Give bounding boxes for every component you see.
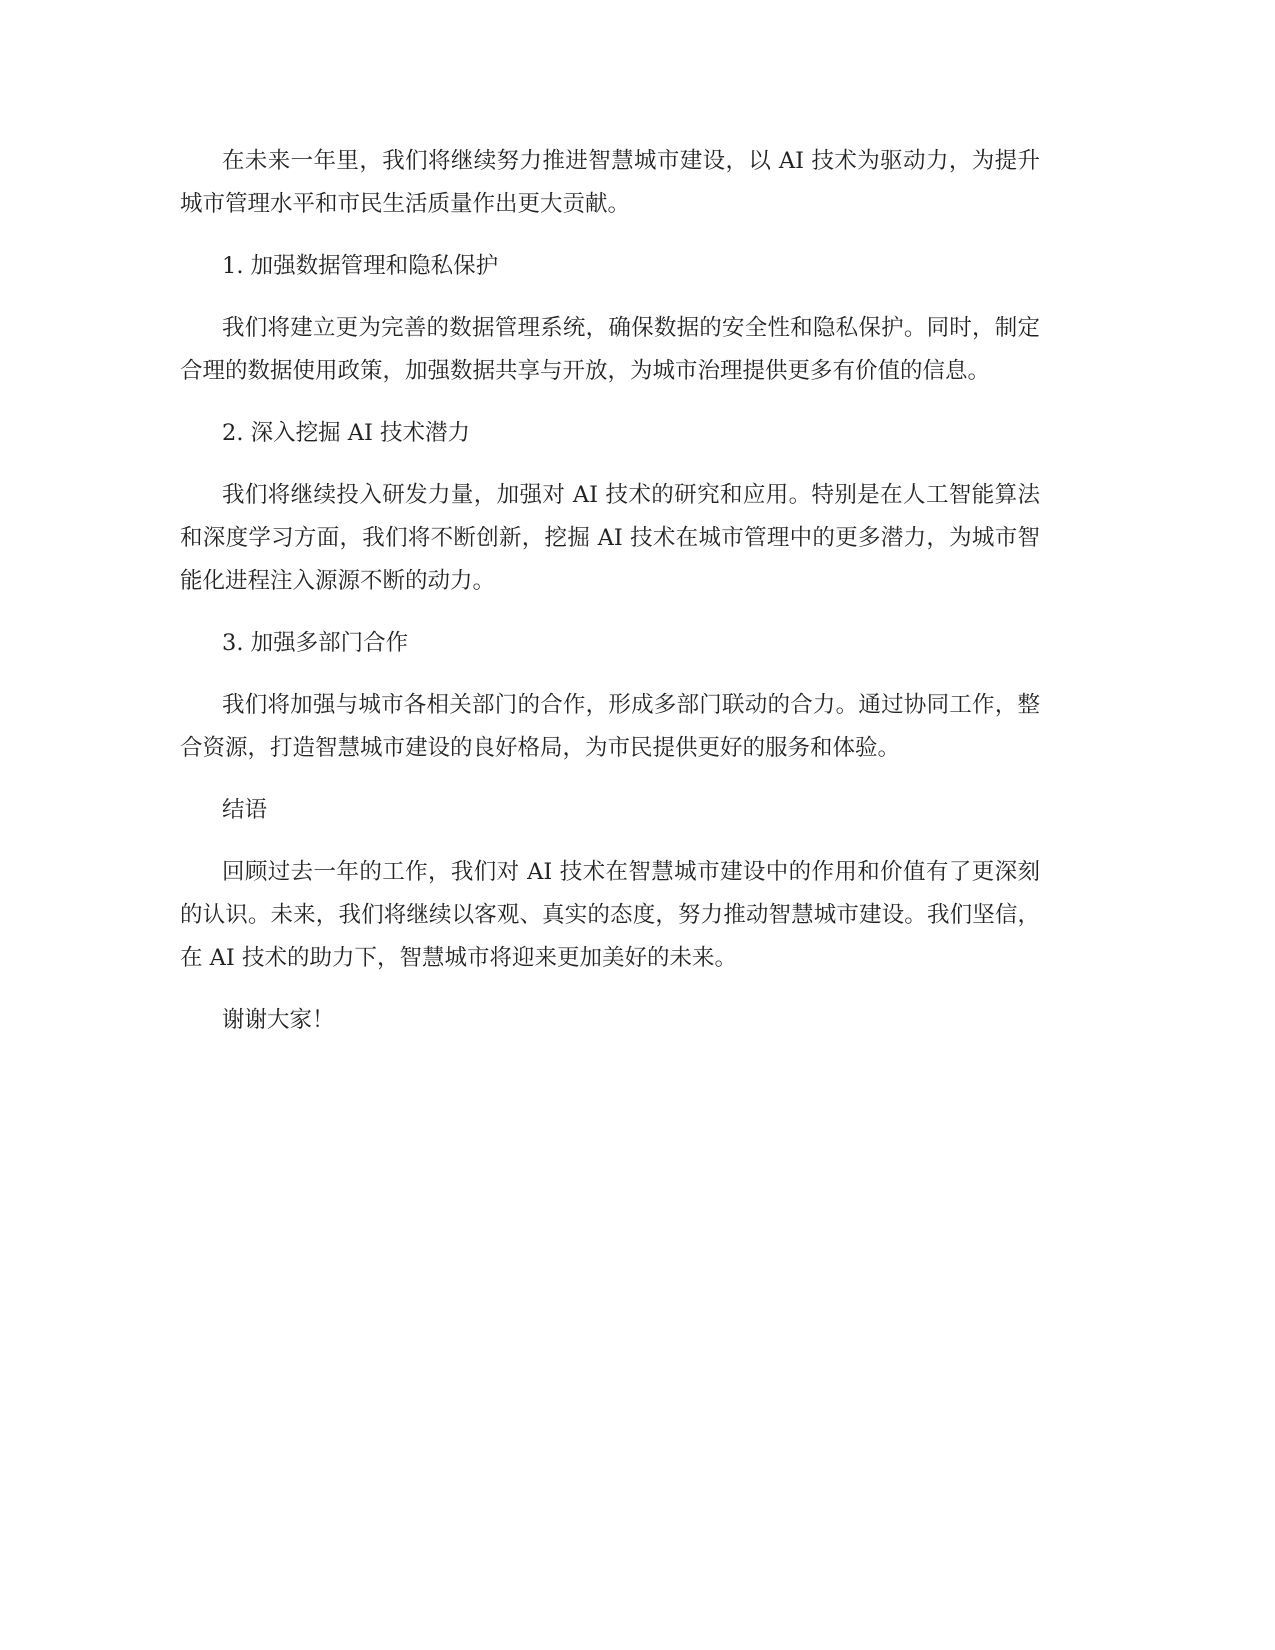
section-heading-3: 3. 加强多部门合作 xyxy=(222,630,409,656)
section-heading-1: 1. 加强数据管理和隐私保护 xyxy=(222,253,499,279)
paragraph-data-management: 我们将建立更为完善的数据管理系统，确保数据的安全性和隐私保护。同时，制定合理的数据使用政策，加强数据共享与开放，为城市治理提供更多有价值的信息。 xyxy=(180,315,1040,384)
paragraph-ai-potential: 我们将继续投入研发力量，加强对 AI 技术的研究和应用。特别是在人工智能算法和深度学习方面，我们将不断创新，挖掘 AI 技术在城市管理中的更多潜力，为城市智能化进程注入源源不断的动力。 xyxy=(180,482,1040,594)
closing-thanks: 谢谢大家！ xyxy=(222,1007,335,1033)
section-heading-2: 2. 深入挖掘 AI 技术潜力 xyxy=(222,420,471,446)
paragraph-cooperation: 我们将加强与城市各相关部门的合作，形成多部门联动的合力。通过协同工作，整合资源，打造智慧城市建设的良好格局，为市民提供更好的服务和体验。 xyxy=(180,692,1040,761)
paragraph-conclusion: 回顾过去一年的工作，我们对 AI 技术在智慧城市建设中的作用和价值有了更深刻的认识。未来，我们将继续以客观、真实的态度，努力推动智慧城市建设。我们坚信，在 AI 技术的助力下，智慧城市将迎来更加美好的未来。 xyxy=(180,859,1040,971)
conclusion-heading: 结语 xyxy=(222,797,268,823)
paragraph-intro: 在未来一年里，我们将继续努力推进智慧城市建设，以 AI 技术为驱动力，为提升城市管理水平和市民生活质量作出更大贡献。 xyxy=(180,148,1040,217)
document-body xyxy=(180,140,1040,1061)
